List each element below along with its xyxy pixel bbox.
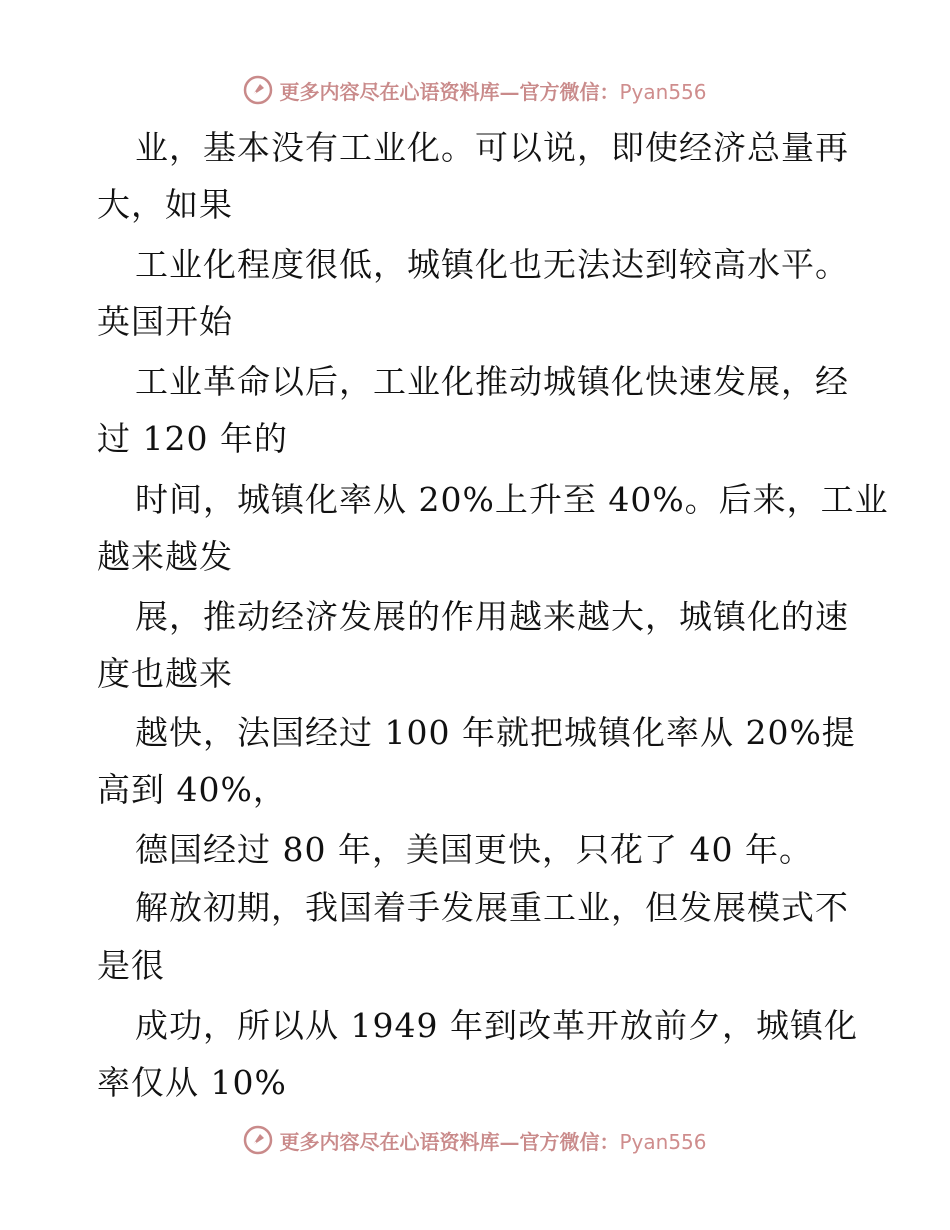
text-line: 度也越来 (97, 654, 233, 693)
text-line: 工业化程度很低，城镇化也无法达到较高水平。 (135, 245, 849, 284)
text-line: 过 120 年的 (97, 419, 288, 458)
watermark-main-text: 更多内容尽在心语资料库—官方微信： (279, 79, 620, 104)
text-line: 时间，城镇化率从 20%上升至 40%。后来，工业 (135, 480, 889, 519)
pen-nib-logo-icon (243, 1125, 273, 1155)
pen-nib-logo-icon (243, 75, 273, 105)
text-line: 率仅从 10% (97, 1063, 287, 1102)
text-line: 越来越发 (97, 537, 233, 576)
watermark-main-text: 更多内容尽在心语资料库—官方微信： (279, 1129, 620, 1154)
text-line: 越快，法国经过 100 年就把城镇化率从 20%提 (135, 713, 856, 752)
text-line: 英国开始 (97, 302, 233, 341)
footer-watermark (0, 1120, 950, 1160)
text-line: 德国经过 80 年，美国更快，只花了 40 年。 (135, 830, 813, 869)
text-line: 解放初期，我国着手发展重工业，但发展模式不 (135, 888, 849, 927)
text-line: 展，推动经济发展的作用越来越大，城镇化的速 (135, 597, 849, 636)
watermark-text (279, 1126, 706, 1155)
text-line: 高到 40%， (97, 770, 287, 809)
watermark-text (279, 76, 706, 105)
text-line: 工业革命以后，工业化推动城镇化快速发展，经 (135, 362, 849, 401)
header-watermark (0, 70, 950, 110)
watermark-account: Pyan556 (619, 79, 707, 104)
text-line: 大，如果 (97, 185, 233, 224)
text-line: 业，基本没有工业化。可以说，即使经济总量再 (135, 128, 849, 167)
text-line: 成功，所以从 1949 年到改革开放前夕，城镇化 (135, 1006, 858, 1045)
watermark-account: Pyan556 (619, 1129, 707, 1154)
text-line: 是很 (97, 946, 165, 985)
